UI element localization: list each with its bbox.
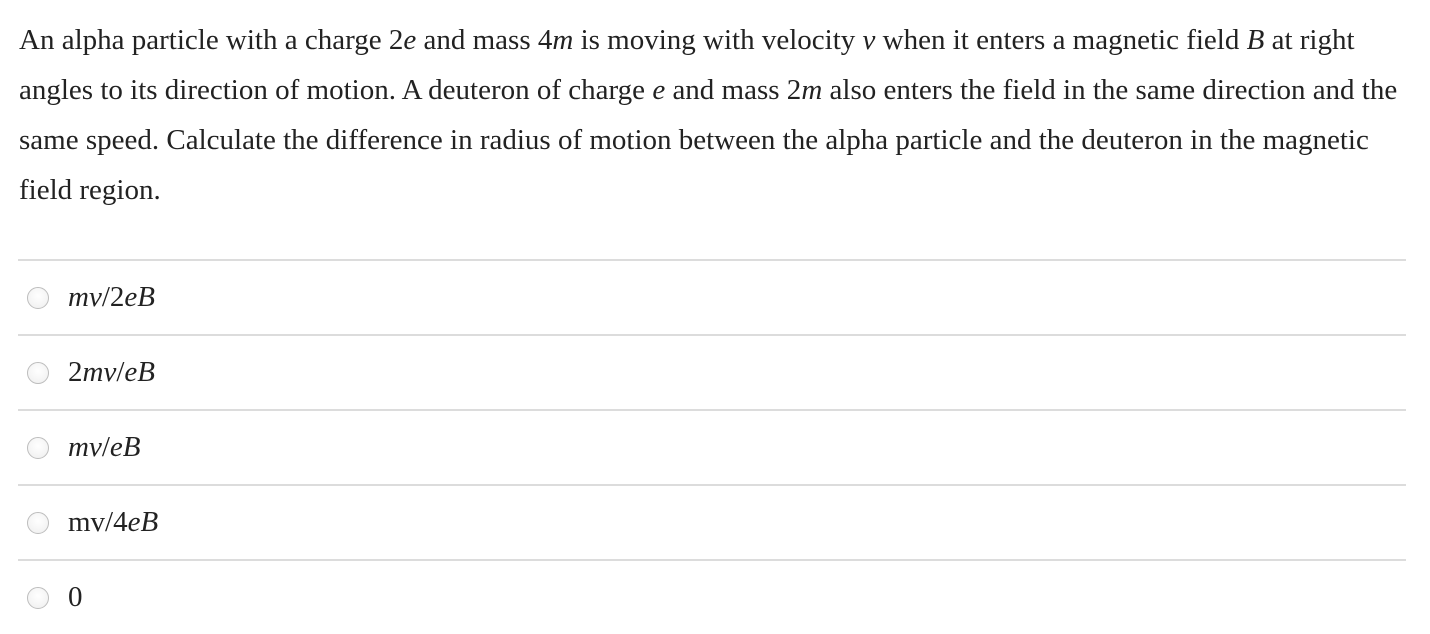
answer-options: [18, 259, 1406, 634]
radio-button[interactable]: [27, 437, 49, 459]
answer-option-5[interactable]: [18, 559, 1406, 634]
answer-option-label[interactable]: mv/4eB: [68, 506, 159, 538]
answer-option-label[interactable]: 2mv/eB: [68, 356, 155, 388]
question-text: An alpha particle with a charge 2e and mass 4m is moving with velocity v when it enters a magnetic field B at right angles to its direction of motion. A deuteron of charge e and mass 2m also enters the field in the same direction and the same speed. Calculate the difference in radius of motion between the alpha particle and the deuteron in the magnetic field region.: [19, 24, 1398, 206]
radio-button[interactable]: [27, 587, 49, 609]
radio-button[interactable]: [27, 362, 49, 384]
answer-option-1[interactable]: [18, 259, 1406, 334]
answer-option-label[interactable]: 0: [68, 581, 83, 613]
answer-option-2[interactable]: [18, 334, 1406, 409]
answer-option-label[interactable]: mv/eB: [68, 431, 141, 463]
answer-option-3[interactable]: [18, 409, 1406, 484]
radio-button[interactable]: [27, 287, 49, 309]
answer-option-4[interactable]: [18, 484, 1406, 559]
radio-button[interactable]: [27, 512, 49, 534]
answer-option-label[interactable]: mv/2eB: [68, 281, 155, 313]
